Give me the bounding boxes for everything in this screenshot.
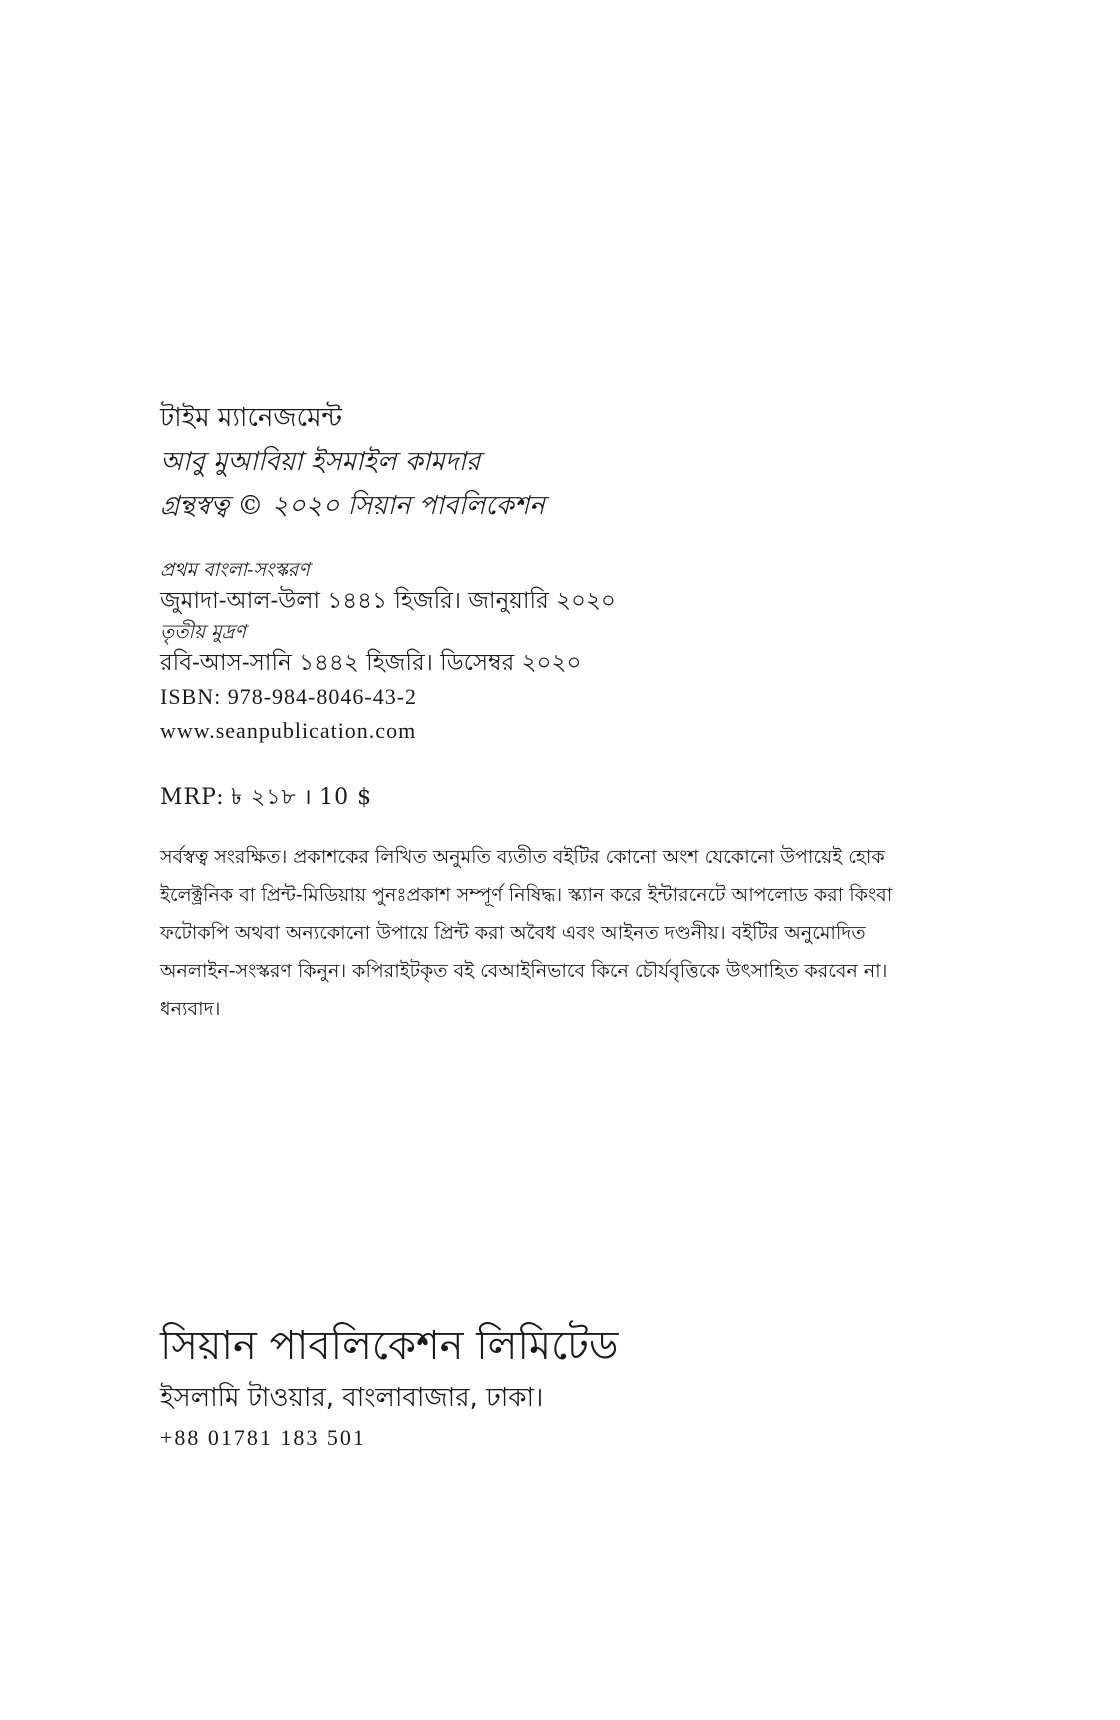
publisher-info <box>160 1316 618 1456</box>
first-edition-date: জুমাদা-আল-উলা ১৪৪১ হিজরি। জানুয়ারি ২০২০ <box>160 588 616 614</box>
website: www.seanpublication.com <box>160 718 417 743</box>
mrp-separator: । <box>303 785 313 810</box>
third-printing-label: তৃতীয় মুদ্রণ <box>160 621 246 643</box>
publisher-phone: +88 01781 183 501 <box>160 1425 366 1450</box>
book-author: আবু মুআবিয়া ইসমাইল কামদার <box>160 447 481 477</box>
publisher-address: ইসলামি টাওয়ার, বাংলাবাজার, ঢাকা। <box>160 1383 544 1413</box>
imprint-page <box>160 0 980 1720</box>
book-info <box>160 396 545 528</box>
price-line <box>160 780 372 817</box>
rights-notice: সর্বস্বত্ব সংরক্ষিত। প্রকাশকের লিখিত অনুমতি ব্যতীত বইটির কোনো অংশ যেকোনো উপায়েই হোক ইলেক্ট্রনিক বা প্রিন্ট-মিডিয়ায় পুনঃপ্রকাশ সম্পূর্ণ নিষিদ্ধ। স্ক্যান করে ইন্টারনেটে আপলোড করা কিংবা ফটোকপি অথবা অন্যকোনো উপায়ে প্রিন্ট করা অবৈধ এবং আইনত দণ্ডনীয়। বইটির অনুমোদিত অনলাইন-সংস্করণ কিনুন। কপিরাইটকৃত বই বেআইনিভাবে কিনে চৌর্যবৃত্তিকে উৎসাহিত করবেন না। ধন্যবাদ। <box>160 846 893 1020</box>
third-printing-date: রবি-আস-সানি ১৪৪২ হিজরি। ডিসেম্বর ২০২০ <box>160 650 582 676</box>
edition-info <box>160 556 616 748</box>
mrp-label: MRP: <box>160 785 225 810</box>
first-edition-label: প্রথম বাংলা-সংস্করণ <box>160 559 310 581</box>
book-title: টাইম ম্যানেজমেন্ট <box>160 403 343 433</box>
mrp-value-usd: 10 $ <box>319 785 373 810</box>
isbn: ISBN: 978-984-8046-43-2 <box>160 684 418 709</box>
copyright-line: গ্রন্থস্বত্ব © ২০২০ সিয়ান পাবলিকেশন <box>160 491 545 521</box>
mrp-value-bdt: ৳ ২১৮ <box>231 785 297 810</box>
publisher-name: সিয়ান পাবলিকেশন লিমিটেড <box>160 1323 619 1369</box>
